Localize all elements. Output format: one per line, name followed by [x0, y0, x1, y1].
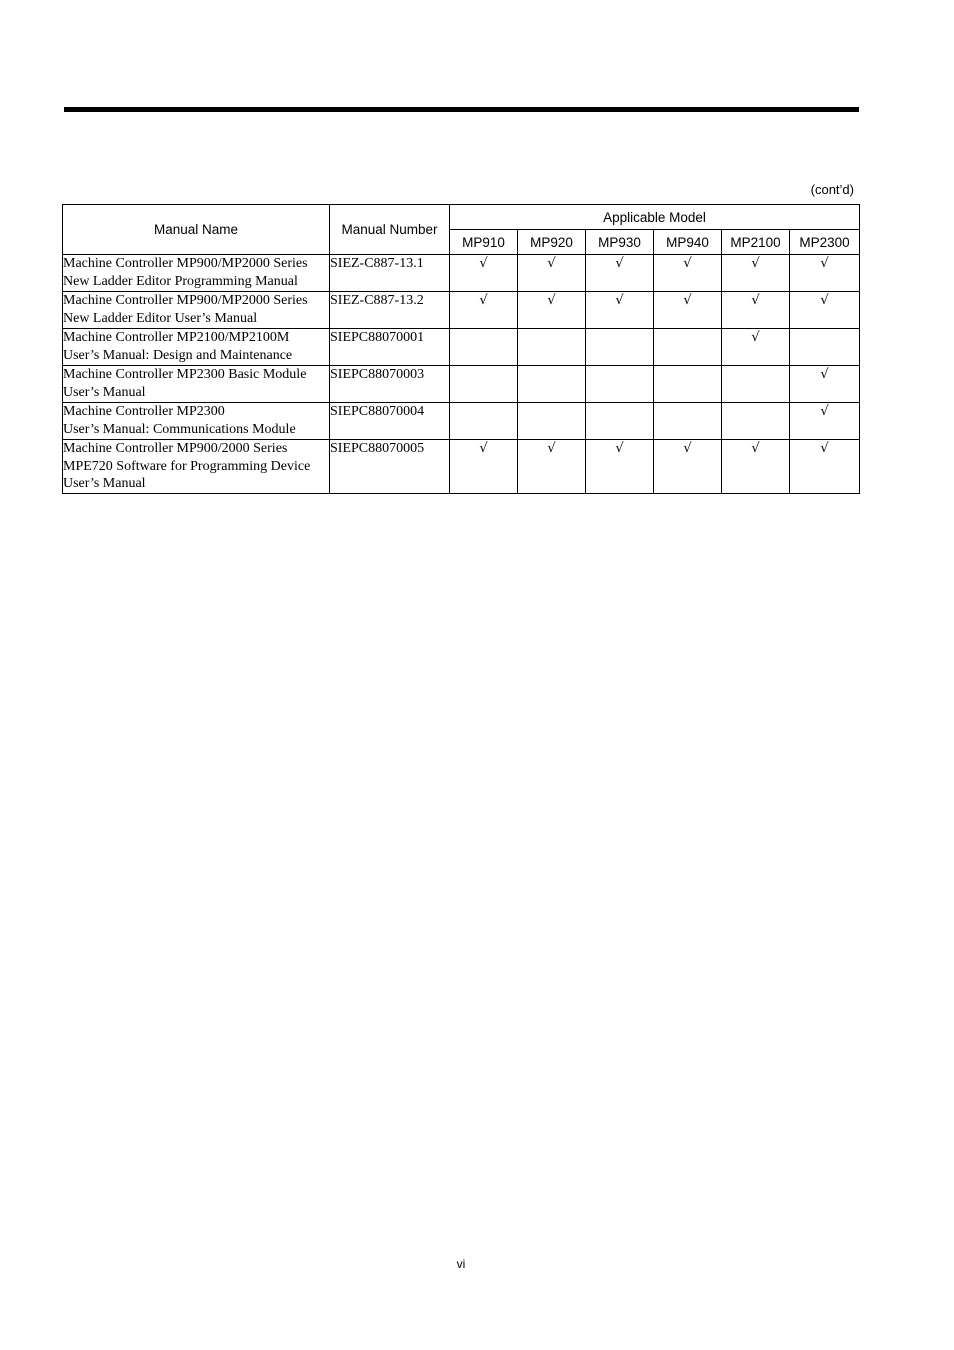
manual-name-line: MPE720 Software for Programming Device	[63, 458, 311, 474]
manual-number-cell: SIEPC88070004	[330, 403, 450, 440]
check-cell-mp910	[450, 403, 518, 440]
check-cell-mp940: √	[654, 440, 722, 494]
manual-name-line: New Ladder Editor User’s Manual	[63, 310, 258, 326]
check-cell-mp910: √	[450, 440, 518, 494]
check-cell-mp930: √	[586, 292, 654, 329]
manual-name-cell	[63, 292, 330, 329]
check-cell-mp2100: √	[722, 255, 790, 292]
table-row	[63, 292, 860, 329]
check-cell-mp930	[586, 403, 654, 440]
manual-name-line: User’s Manual	[63, 476, 146, 491]
manual-name-cell	[63, 366, 330, 403]
check-cell-mp940: √	[654, 292, 722, 329]
header-manual-number: Manual Number	[330, 205, 450, 255]
header-manual-name: Manual Name	[63, 205, 330, 255]
manual-name-line: Machine Controller MP900/MP2000 Series	[63, 256, 308, 271]
check-cell-mp2300: √	[790, 292, 860, 329]
check-cell-mp930	[586, 329, 654, 366]
check-cell-mp910: √	[450, 255, 518, 292]
manual-name-line: User’s Manual: Design and Maintenance	[63, 347, 293, 363]
page-number: vi	[456, 1257, 466, 1271]
header-applicable-model: Applicable Model	[450, 205, 860, 230]
header-model-mp2100: MP2100	[722, 230, 790, 255]
check-cell-mp930: √	[586, 255, 654, 292]
header-model-mp2300: MP2300	[790, 230, 860, 255]
check-cell-mp940	[654, 366, 722, 403]
check-cell-mp940: √	[654, 255, 722, 292]
manual-name-line: Machine Controller MP2300	[63, 404, 225, 419]
check-cell-mp2100: √	[722, 329, 790, 366]
check-cell-mp910: √	[450, 292, 518, 329]
header-model-mp920: MP920	[518, 230, 586, 255]
manual-name-line: Machine Controller MP900/2000 Series	[63, 441, 288, 456]
check-cell-mp2300: √	[790, 403, 860, 440]
manual-name-line: User’s Manual	[63, 384, 146, 400]
manuals-table	[62, 204, 860, 494]
header-model-mp940: MP940	[654, 230, 722, 255]
table-row	[63, 403, 860, 440]
check-cell-mp940	[654, 329, 722, 366]
manual-name-line: New Ladder Editor Programming Manual	[63, 273, 298, 289]
check-cell-mp920	[518, 403, 586, 440]
manual-number-cell: SIEPC88070003	[330, 366, 450, 403]
manual-number-cell: SIEPC88070001	[330, 329, 450, 366]
header-model-mp910: MP910	[450, 230, 518, 255]
check-cell-mp920: √	[518, 255, 586, 292]
check-cell-mp2300: √	[790, 440, 860, 494]
manual-number-cell: SIEPC88070005	[330, 440, 450, 494]
manual-number-cell: SIEZ-C887-13.2	[330, 292, 450, 329]
check-cell-mp910	[450, 366, 518, 403]
check-cell-mp2100	[722, 403, 790, 440]
check-cell-mp2100: √	[722, 440, 790, 494]
manual-name-cell	[63, 329, 330, 366]
manual-name-line: Machine Controller MP2300 Basic Module	[63, 367, 307, 382]
check-cell-mp920	[518, 366, 586, 403]
check-cell-mp930	[586, 366, 654, 403]
check-cell-mp2100: √	[722, 292, 790, 329]
manual-name-line: User’s Manual: Communications Module	[63, 421, 296, 437]
check-cell-mp2100	[722, 366, 790, 403]
table-row	[63, 366, 860, 403]
table-row	[63, 255, 860, 292]
continued-label: (cont’d)	[810, 182, 854, 197]
table-row	[63, 329, 860, 366]
manual-name-cell	[63, 255, 330, 292]
header-model-mp930: MP930	[586, 230, 654, 255]
manual-name-line: Machine Controller MP2100/MP2100M	[63, 330, 290, 345]
check-cell-mp910	[450, 329, 518, 366]
manual-name-cell	[63, 403, 330, 440]
check-cell-mp2300: √	[790, 255, 860, 292]
table-row	[63, 440, 860, 494]
check-cell-mp920: √	[518, 292, 586, 329]
top-rule	[64, 107, 859, 112]
check-cell-mp940	[654, 403, 722, 440]
manual-number-cell: SIEZ-C887-13.1	[330, 255, 450, 292]
manual-name-cell	[63, 440, 330, 494]
manual-name-line: Machine Controller MP900/MP2000 Series	[63, 293, 308, 308]
check-cell-mp930: √	[586, 440, 654, 494]
check-cell-mp2300: √	[790, 366, 860, 403]
check-cell-mp2300	[790, 329, 860, 366]
check-cell-mp920	[518, 329, 586, 366]
check-cell-mp920: √	[518, 440, 586, 494]
